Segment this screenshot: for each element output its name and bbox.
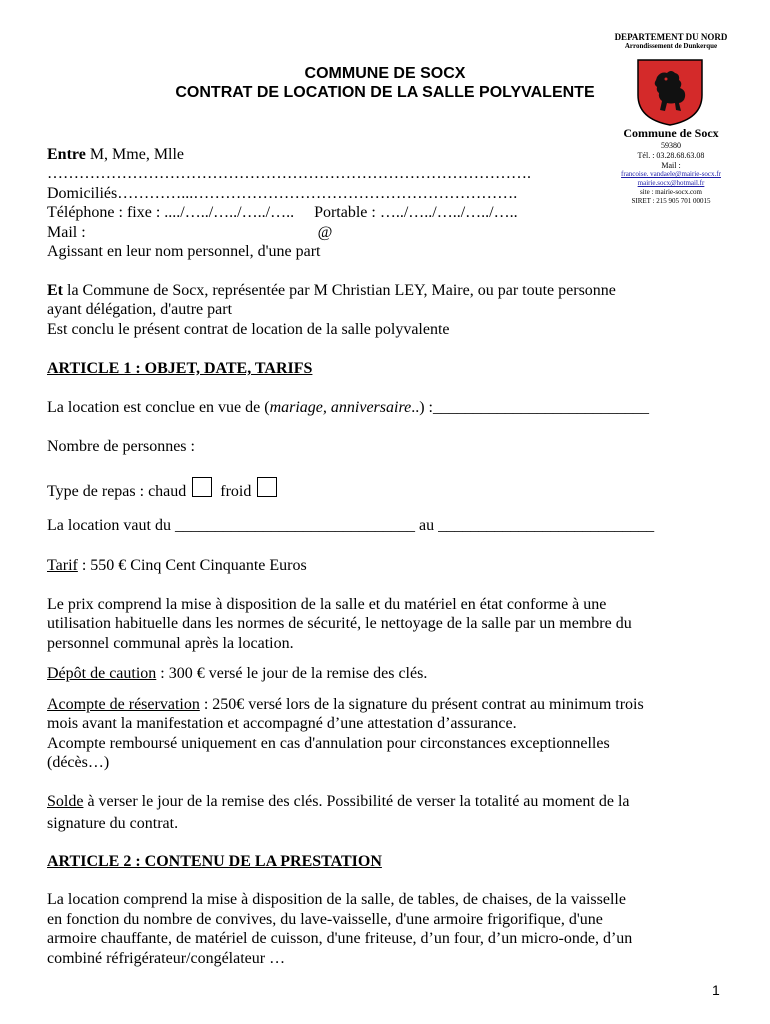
- article2-line-1: La location comprend la mise à disposition de la salle, de tables, de chaises, de la vaisselle: [47, 891, 626, 908]
- mail-line: Mail : @: [47, 224, 333, 241]
- meal-label: Type de repas : chaud: [47, 483, 187, 500]
- title-contract: CONTRAT DE LOCATION DE LA SALLE POLYVALENTE: [175, 84, 595, 101]
- telephone-label: Tél. : 03.28.68.63.08: [637, 151, 705, 160]
- solde-text: à verser le jour de la remise des clés. Possibilité de verser la totalité au moment de la: [83, 793, 630, 810]
- caution-label: Dépôt de caution: [47, 665, 157, 682]
- entre-line: [47, 145, 184, 164]
- acompte-line-4: (décès…): [47, 754, 110, 771]
- mail-label: Mail :: [661, 161, 681, 170]
- entre-rest: M, Mme, Mlle: [85, 146, 185, 163]
- website-label: site : mairie-socx.com: [639, 188, 702, 196]
- caution-text: : 300 € versé le jour de la remise des clés.: [156, 665, 428, 682]
- acompte-line: [47, 695, 644, 714]
- domicilies-line: Domiciliés…………...…………………………………………………….: [47, 185, 518, 202]
- dots-line: ……………………………………………………………………………….: [47, 165, 531, 182]
- article2-line-3: armoire chauffante, de matériel de cuisson, d'une friteuse, d’un four, d’un micro-onde, d’un: [47, 930, 633, 947]
- et-rest: la Commune de Socx, représentée par M Christian LEY, Maire, ou par toute personne: [63, 282, 616, 299]
- email-link-2[interactable]: mairie.socx@hotmail.fr: [637, 179, 705, 187]
- arrondissement-label: Arrondissement de Dunkerque: [624, 42, 718, 50]
- article2-heading: ARTICLE 2 : CONTENU DE LA PRESTATION: [47, 853, 382, 870]
- purpose-post: ..) :___________________________: [411, 399, 649, 416]
- chaud-checkbox[interactable]: [192, 477, 212, 497]
- et-line: [47, 281, 616, 300]
- article2-line-4: combiné réfrigérateur/congélateur …: [47, 950, 286, 967]
- article2-line-2: en fonction du nombre de convives, du lave-vaisselle, d'une armoire frigorifique, d'une: [47, 911, 603, 928]
- tarif-label: Tarif: [47, 557, 78, 574]
- commune-name-label: Commune de Socx: [623, 126, 719, 140]
- article1-heading: ARTICLE 1 : OBJET, DATE, TARIFS: [47, 360, 313, 377]
- postcode-label: 59380: [661, 141, 681, 150]
- purpose-line: [47, 398, 649, 417]
- price-line-1: Le prix comprend la mise à disposition de la salle et du matériel en état conforme à une: [47, 596, 607, 613]
- siret-label: SIRET : 215 905 701 00015: [631, 197, 711, 205]
- entre-bold: Entre: [47, 146, 86, 163]
- et-line-2: ayant délégation, d'autre part: [47, 301, 233, 318]
- period-line: La location vaut du ______________________________ au ___________________________: [47, 517, 655, 534]
- et-bold: Et: [47, 282, 63, 299]
- acompte-text: : 250€ versé lors de la signature du présent contrat au minimum trois: [199, 696, 644, 713]
- title-commune: COMMUNE DE SOCX: [304, 65, 466, 82]
- froid-label: froid: [220, 483, 252, 500]
- purpose-italic: mariage, anniversaire: [269, 399, 412, 416]
- price-line-3: personnel communal après la location.: [47, 635, 294, 652]
- department-label: DEPARTEMENT DU NORD: [614, 32, 728, 42]
- solde-line: [47, 792, 630, 811]
- email-link-1[interactable]: francoise. vandaele@mairie-socx.fr: [621, 170, 721, 178]
- tarif-line: [47, 556, 307, 575]
- purpose-pre: La location est conclue en vue de (: [47, 399, 270, 416]
- meal-line: [47, 477, 277, 501]
- solde-label: Solde: [47, 793, 84, 810]
- acompte-line-2: mois avant la manifestation et accompagné d’une attestation d’assurance.: [47, 715, 517, 732]
- telephone-line: Téléphone : fixe : ..../…../…../…../….. Portable : …../…../…../…../…..: [47, 204, 518, 221]
- acompte-label: Acompte de réservation: [47, 696, 200, 713]
- price-line-2: utilisation habituelle dans les normes de sécurité, le nettoyage de la salle par un membre du: [47, 615, 632, 632]
- page-number: 1: [712, 982, 720, 998]
- caution-line: [47, 664, 427, 683]
- agissant-line: Agissant en leur nom personnel, d'une part: [47, 243, 321, 260]
- froid-checkbox[interactable]: [257, 477, 277, 497]
- solde-line-2: signature du contrat.: [47, 815, 179, 832]
- acompte-line-3: Acompte remboursé uniquement en cas d'annulation pour circonstances exceptionnelles: [47, 735, 610, 752]
- conclu-line: Est conclu le présent contrat de location de la salle polyvalente: [47, 321, 450, 338]
- tarif-text: : 550 € Cinq Cent Cinquante Euros: [77, 557, 307, 574]
- persons-line: Nombre de personnes :: [47, 438, 195, 455]
